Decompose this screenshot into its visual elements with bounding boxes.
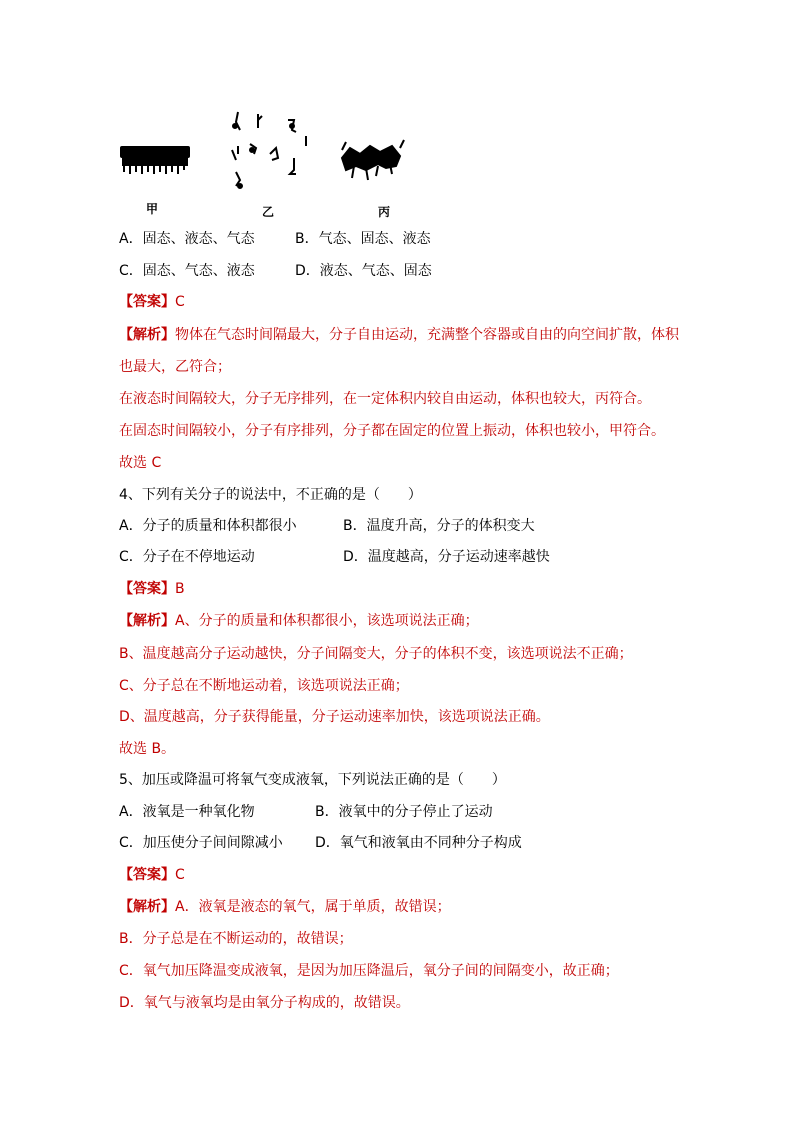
answer-tag: 【答案】: [119, 294, 175, 310]
figure-label-solid: 甲: [146, 202, 159, 216]
answer-value: C: [175, 867, 185, 883]
solid-molecules: [120, 146, 190, 174]
q4-analysis-line-2: B、温度越高分子运动越快，分子间隔变大，分子的体积不变，该选项说法不正确；: [119, 646, 633, 662]
answer-value: B: [175, 581, 185, 597]
q4-analysis-line-1: [119, 611, 479, 631]
answer-tag: 【答案】: [119, 581, 175, 597]
q5-option-a: A．液氧是一种氧化物: [119, 804, 255, 820]
q3-analysis-line-2: 也最大，乙符合；: [119, 359, 231, 375]
q3-answer: [119, 292, 185, 312]
q3-analysis-line-4: 在固态时间隔较小，分子有序排列，分子都在固定的位置上振动，体积也较小，甲符合。: [119, 423, 665, 439]
q5-answer: [119, 865, 185, 885]
q4-analysis-line-3: C、分子总在不断地运动着，该选项说法正确；: [119, 678, 409, 694]
q5-analysis-line-1: [119, 897, 451, 917]
q4-question: 4、下列有关分子的说法中，不正确的是（ ）: [119, 487, 422, 503]
q3-option-a: A．固态、液态、气态: [119, 231, 255, 247]
analysis-tag: 【解析】: [119, 899, 175, 915]
q3-option-d: D．液态、气态、固态: [295, 263, 432, 279]
q5-analysis-line-2: B．分子总是在不断运动的，故错误；: [119, 931, 353, 947]
q4-option-d: D．温度越高，分子运动速率越快: [343, 549, 550, 565]
q3-analysis-line-5: 故选 C: [119, 455, 162, 471]
answer-tag: 【答案】: [119, 867, 175, 883]
q3-analysis-line-3: 在液态时间隔较大，分子无序排列，在一定体积内较自由运动，体积也较大，丙符合。: [119, 391, 651, 407]
figure-label-gas: 乙: [262, 205, 275, 219]
q4-option-a: A．分子的质量和体积都很小: [119, 518, 297, 534]
q3-option-b: B．气态、固态、液态: [295, 231, 431, 247]
answer-value: C: [175, 294, 185, 310]
analysis-text: A．液氧是液态的氧气，属于单质，故错误；: [175, 899, 451, 915]
q4-option-c: C．分子在不停地运动: [119, 549, 255, 565]
q4-analysis-line-4: D、温度越高，分子获得能量，分子运动速率加快，该选项说法正确。: [119, 709, 550, 725]
figure-label-liquid: 丙: [378, 205, 391, 219]
q5-question: 5、加压或降温可将氧气变成液氧，下列说法正确的是（ ）: [119, 772, 506, 788]
analysis-text: A、分子的质量和体积都很小，该选项说法正确；: [175, 613, 479, 629]
q3-option-c: C．固态、气态、液态: [119, 263, 255, 279]
q5-analysis-line-3: C．氧气加压降温变成液氧，是因为加压降温后，氧分子间的间隔变小，故正确；: [119, 963, 619, 979]
analysis-tag: 【解析】: [119, 613, 175, 629]
analysis-text: 物体在气态时间隔最大，分子自由运动，充满整个容器或自由的向空间扩散，体积: [175, 327, 679, 343]
q5-option-b: B．液氧中的分子停止了运动: [315, 804, 493, 820]
q5-option-c: C．加压使分子间间隙减小: [119, 835, 283, 851]
q5-analysis-line-4: D．氧气与液氧均是由氧分子构成的，故错误。: [119, 995, 410, 1011]
analysis-tag: 【解析】: [119, 327, 175, 343]
q4-analysis-line-5: 故选 B。: [119, 741, 176, 757]
molecule-figure: [110, 100, 430, 222]
q4-option-b: B．温度升高，分子的体积变大: [343, 518, 535, 534]
gas-molecules: [232, 112, 306, 188]
liquid-molecules: [342, 140, 404, 180]
q4-answer: [119, 579, 185, 599]
q3-analysis-line-1: [119, 325, 679, 345]
q5-option-d: D．氧气和液氧由不同种分子构成: [315, 835, 522, 851]
